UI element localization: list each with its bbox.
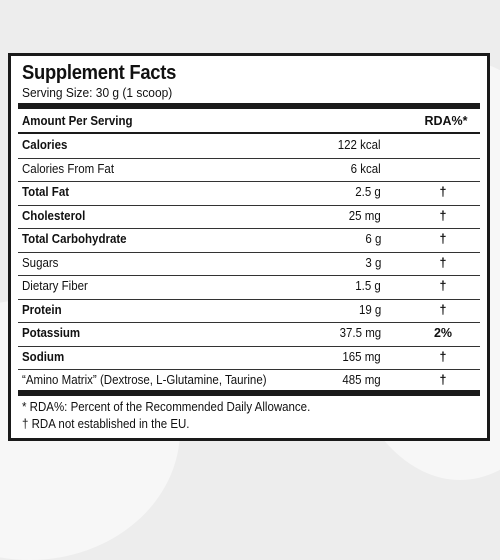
thick-divider [18,390,480,396]
panel-header [22,62,189,101]
nutrient-amount: 1.5 g [355,279,381,293]
panel-title: Supplement Facts [22,62,177,84]
nutrient-amount: 3 g [365,255,381,270]
rda-header-label: RDA%* [424,114,468,128]
nutrient-amount: 122 kcal [338,138,381,152]
table-row [18,228,480,251]
nutrient-amount: 165 mg [342,349,381,364]
nutrient-amount: 6 g [365,232,381,246]
table-row [18,346,480,369]
table-row [18,134,480,157]
nutrient-rda: † [439,302,447,317]
nutrient-amount: 37.5 mg [339,326,381,340]
nutrient-amount: 6 kcal [350,161,381,176]
nutrient-name: Calories [22,138,68,152]
footnote-dagger: † RDA not established in the EU. [22,417,190,431]
supplement-facts-panel [8,53,490,441]
table-row [18,205,480,228]
table-row [18,252,480,275]
thick-divider [18,103,480,109]
nutrient-name: “Amino Matrix” (Dextrose, L-Glutamine, Taurine) [22,373,267,387]
nutrient-name: Total Fat [22,185,70,199]
column-header [18,110,480,132]
footnotes [22,399,335,433]
table-row [18,158,480,181]
nutrient-amount: 485 mg [342,373,381,387]
nutrient-name: Dietary Fiber [22,279,88,293]
table-row [18,275,480,298]
nutrient-name: Protein [22,302,62,317]
nutrient-name: Potassium [22,326,81,340]
nutrient-rda: 2% [433,326,453,340]
serving-size: Serving Size: 30 g (1 scoop) [22,85,173,100]
table-row [18,322,480,345]
table-row [18,369,480,392]
table-row [18,181,480,204]
nutrient-name: Sugars [22,255,59,270]
nutrient-name: Total Carbohydrate [22,232,127,246]
nutrient-rda: † [439,185,447,199]
nutrient-rda: † [439,208,447,223]
nutrient-name: Sodium [22,349,65,364]
amount-per-serving-label: Amount Per Serving [22,114,133,128]
nutrient-amount: 19 g [358,302,381,317]
nutrient-rda: † [439,349,447,364]
nutrient-amount: 2.5 g [355,185,381,199]
nutrient-name: Cholesterol [22,208,86,223]
nutrient-amount: 25 mg [349,208,381,223]
nutrient-rda: † [439,279,447,293]
nutrient-rda: † [439,255,447,270]
nutrient-rda: † [439,232,447,246]
nutrient-rda: † [439,373,447,387]
footnote-rda: * RDA%: Percent of the Recommended Daily Allowance. [22,400,311,414]
table-row [18,299,480,322]
nutrient-name: Calories From Fat [22,161,115,176]
